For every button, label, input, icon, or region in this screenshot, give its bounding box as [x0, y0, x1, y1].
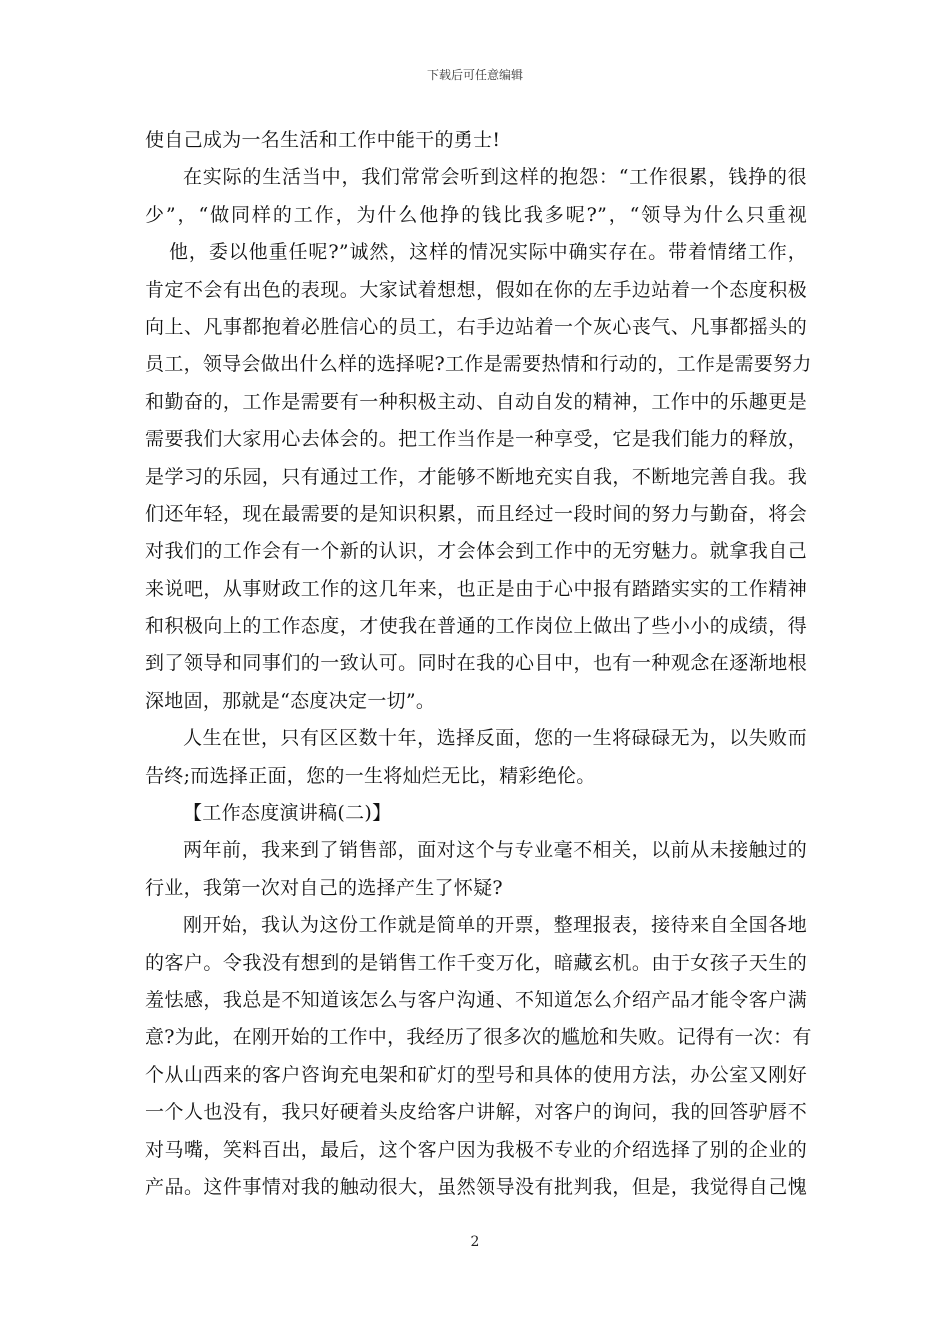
text-line: 对马嘴，笑料百出，最后，这个客户因为我极不专业的介绍选择了别的企业的: [145, 1138, 807, 1161]
paragraph-start-line: 人生在世，只有区区数十年，选择反面，您的一生将碌碌无为，以失败而: [183, 727, 807, 750]
text-line: 告终;而选择正面，您的一生将灿烂无比，精彩绝伦。: [145, 764, 596, 787]
text-line: 是学习的乐园，只有通过工作，才能够不断地充实自我，不断地完善自我。我: [145, 465, 807, 488]
text-line: 和勤奋的，工作是需要有一种积极主动、自动自发的精神，工作中的乐趣更是: [145, 390, 807, 413]
text-line: 来说吧，从事财政工作的这几年来，也正是由于心中报有踏踏实实的工作精神: [145, 577, 807, 600]
paragraph-start-line: 刚开始，我认为这份工作就是简单的开票，整理报表，接待来自全国各地: [183, 914, 807, 937]
text-line: 员工，领导会做出什么样的选择呢?工作是需要热情和行动的，工作是需要努力: [145, 353, 812, 376]
paragraph-start-line: 两年前，我来到了销售部，面对这个与专业毫不相关，以前从未接触过的: [183, 839, 807, 862]
text-line: 行业，我第一次对自己的选择产生了怀疑?: [145, 876, 503, 899]
page-header: 下载后可任意编辑: [426, 68, 523, 82]
text-line: 的客户。令我没有想到的是销售工作千变万化，暗藏玄机。由于女孩子天生的: [145, 951, 807, 974]
paragraph-start-line: 在实际的生活当中，我们常常会听到这样的抱怨：“工作很累，钱挣的很: [183, 166, 807, 189]
text-line: 肯定不会有出色的表现。大家试着想想，假如在你的左手边站着一个态度积极: [145, 278, 807, 301]
text-line: 向上、凡事都抱着必胜信心的员工，右手边站着一个灰心丧气、凡事都摇头的: [145, 315, 807, 338]
text-line: 一个人也没有，我只好硬着头皮给客户讲解，对客户的询问，我的回答驴唇不: [145, 1101, 807, 1124]
text-line: 少”，“做同样的工作，为什么他挣的钱比我多呢?”，“领导为什么只重视: [145, 203, 807, 226]
text-line: 个从山西来的客户咨询充电架和矿灯的型号和具体的使用方法，办公室又刚好: [145, 1063, 807, 1086]
text-line: 羞怯感，我总是不知道该怎么与客户沟通、不知道怎么介绍产品才能令客户满: [145, 988, 807, 1011]
document-body: [145, 122, 812, 1206]
text-line: 意?为此，在刚开始的工作中，我经历了很多次的尴尬和失败。记得有一次：有: [145, 1026, 812, 1049]
section-heading: 【工作态度演讲稿(二)】: [183, 802, 392, 825]
text-line: 和积极向上的工作态度，才使我在普通的工作岗位上做出了些小小的成绩，得: [145, 615, 807, 638]
text-line: 对我们的工作会有一个新的认识，才会体会到工作中的无穷魅力。就拿我自己: [145, 540, 807, 563]
text-line: 他，委以他重任呢?”诚然，这样的情况实际中确实存在。带着情绪工作，: [169, 241, 807, 264]
text-line: 到了领导和同事们的一致认可。同时在我的心目中，也有一种观念在逐渐地根: [145, 652, 807, 675]
text-line: 产品。这件事情对我的触动很大，虽然领导没有批判我，但是，我觉得自己愧: [145, 1175, 807, 1198]
text-line: 深地固，那就是“态度决定一切”。: [145, 689, 436, 712]
text-line: 需要我们大家用心去体会的。把工作当作是一种享受，它是我们能力的释放，: [145, 428, 807, 451]
text-line: 使自己成为一名生活和工作中能干的勇士!: [145, 129, 501, 151]
text-line: 们还年轻，现在最需要的是知识积累，而且经过一段时间的努力与勤奋，将会: [145, 502, 807, 525]
page-number: 2: [470, 1234, 480, 1250]
